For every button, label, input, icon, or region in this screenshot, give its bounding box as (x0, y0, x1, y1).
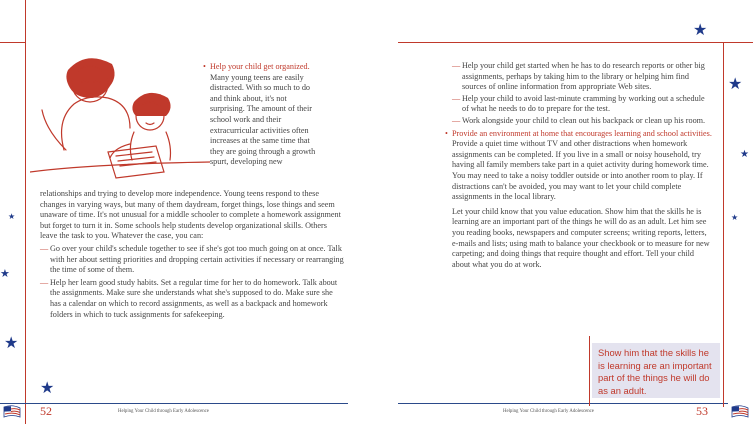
right-margin-rule (723, 42, 724, 407)
star-icon: ★ (0, 267, 10, 280)
right-top-rule (398, 42, 753, 43)
star-icon: ★ (693, 20, 708, 39)
star-icon: ★ (40, 378, 55, 397)
right-footer-rule (398, 403, 728, 404)
list-item (452, 116, 712, 127)
organize-bullet (203, 62, 320, 168)
bullet-text: Many young teens are easily distracted. With so much to do and think about, it's not surprising. The amount of their school work and their extracurricular activities often increases at the same time that they are going through a growth spurt, developing new (210, 72, 316, 167)
dash-marker: — (452, 61, 461, 70)
list-item-text: Help your child to avoid last-minute cramming by working out a schedule of what he needs to do to prepare for the test. (462, 93, 705, 114)
footer-title: Helping Your Child through Early Adolescence (118, 409, 209, 414)
environment-section (445, 128, 712, 203)
callout-rule (589, 336, 590, 406)
left-margin-rule (25, 0, 26, 424)
left-top-rule (0, 42, 26, 43)
list-item (452, 94, 712, 115)
footer-title: Helping Your Child through Early Adolescence (503, 409, 594, 414)
star-icon: ★ (731, 213, 739, 222)
section-heading: Provide an environment at home that encourages learning and school activities. (452, 128, 712, 138)
star-icon: ★ (740, 149, 749, 160)
page-number: 53 (696, 404, 708, 418)
list-item (452, 61, 712, 93)
star-icon: ★ (8, 212, 16, 221)
list-item-text: Work alongside your child to clean out his backpack or clean up his room. (462, 115, 706, 125)
list-item-text: Go over your child's schedule together to see if she's got too much going on at once. Talk with her about setting priorities and dropping certain activities if necessary or rearranging the time of some of them. (50, 243, 344, 275)
list-item-text: Help your child get started when he has to do research reports or other big assignments, perhaps by taking him to the library or helping him find sources of online information from appropriate Web sites. (462, 61, 705, 92)
continuation-paragraph: relationships and trying to develop more independence. Young teens respond to these changes in varying ways, but many of them daydream, forget things, lose things and seem unaware of time. It's not unusual for a middle schooler to complete a homework assignment but forget to turn it in. Some schools help students develop organizational skills. Others leave the task to you. Whatever the case, you can: (40, 189, 341, 241)
list-item (40, 244, 345, 276)
dash-marker: — (452, 115, 461, 125)
star-icon: ★ (728, 74, 743, 93)
dash-marker: — (40, 243, 49, 253)
star-icon: ★ (4, 333, 19, 352)
flag-icon (730, 405, 750, 419)
section-text: Provide a quiet time without TV and other distractions when homework assignments can be completed. If you live in a small or noisy household, try having all family members take part in a quiet activity during homework time. You may need to take a noisy toddler outside or into another room to play. If distractions can't be avoided, you may want to let your child complete assignments in the local library. (452, 139, 709, 202)
page-number: 52 (40, 404, 52, 418)
bullet-dot: • (445, 128, 448, 138)
dash-marker: — (40, 277, 49, 287)
list-item (40, 278, 345, 320)
left-page-body (40, 189, 345, 320)
parent-child-illustration (30, 40, 210, 180)
bullet-dot: • (203, 62, 206, 71)
pull-quote: Show him that the skills he is learning are an important part of the things he will do as an adult. (592, 343, 720, 398)
right-page-body (445, 60, 712, 270)
bullet-heading: Help your child get organized. (210, 62, 310, 71)
left-footer-rule (0, 403, 348, 404)
flag-icon (2, 405, 22, 419)
list-item-text: Help her learn good study habits. Set a regular time for her to do homework. Talk about the assignments. Make sure she understands what she's supposed to do. Make sure she has a calendar on which to record assignments, as well as a backpack and homework folders in which to tuck assignments for safekeeping. (50, 277, 338, 319)
value-education-paragraph: Let your child know that you value education. Show him that the skills he is learning are an important part of the things he will do as an adult. Let him see you reading books, newspapers and computer screens; writing reports, letters, e-mails and lists; using math to balance your checkbook or to measure for new carpeting; and doing things that require thought and effort. Tell your child about what you do at work. (452, 206, 710, 269)
dash-marker: — (452, 93, 461, 103)
